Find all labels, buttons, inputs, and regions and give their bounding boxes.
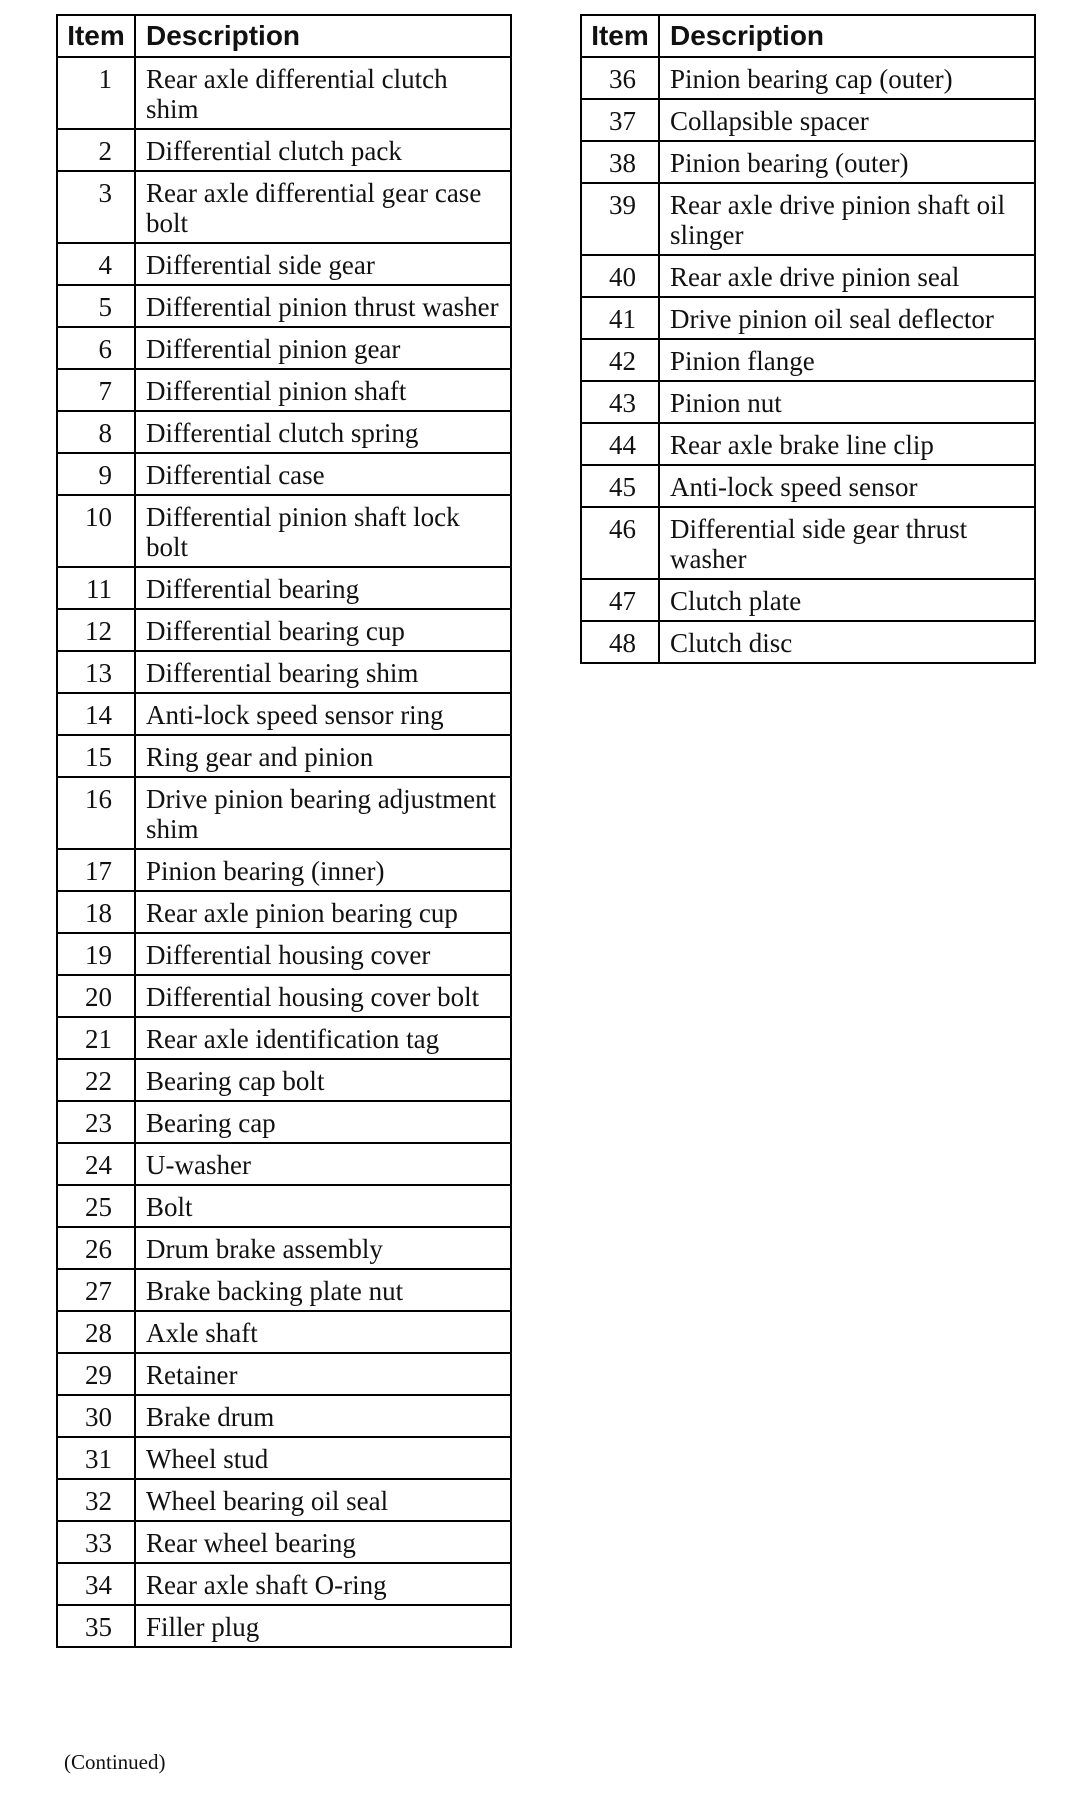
item-description: Bearing cap bolt [135, 1059, 511, 1101]
item-description: Retainer [135, 1353, 511, 1395]
table-row [581, 465, 1035, 507]
item-number: 1 [57, 57, 135, 129]
item-number: 33 [57, 1521, 135, 1563]
item-description: Differential housing cover bolt [135, 975, 511, 1017]
item-number: 10 [57, 495, 135, 567]
table-row [57, 1563, 511, 1605]
parts-table-left-body [57, 57, 511, 1647]
item-description: Pinion flange [659, 339, 1035, 381]
item-number: 9 [57, 453, 135, 495]
table-row [57, 171, 511, 243]
table-row [57, 1059, 511, 1101]
table-row [581, 255, 1035, 297]
item-number: 26 [57, 1227, 135, 1269]
description-column-header: Description [659, 15, 1035, 57]
table-row [581, 507, 1035, 579]
item-number: 16 [57, 777, 135, 849]
item-description: Rear axle drive pinion seal [659, 255, 1035, 297]
item-number: 30 [57, 1395, 135, 1437]
item-number: 5 [57, 285, 135, 327]
item-description: Rear axle pinion bearing cup [135, 891, 511, 933]
parts-table-right [580, 14, 1036, 664]
table-row [57, 777, 511, 849]
header-row [57, 15, 511, 57]
item-number: 3 [57, 171, 135, 243]
item-description: Differential pinion thrust washer [135, 285, 511, 327]
item-description: Rear axle differential clutch shim [135, 57, 511, 129]
item-number: 17 [57, 849, 135, 891]
item-column-header: Item [581, 15, 659, 57]
table-row [57, 735, 511, 777]
item-description: Differential pinion shaft [135, 369, 511, 411]
table-row [57, 1101, 511, 1143]
item-description: Differential clutch spring [135, 411, 511, 453]
item-description: Rear wheel bearing [135, 1521, 511, 1563]
item-description: Differential bearing shim [135, 651, 511, 693]
table-row [581, 423, 1035, 465]
table-row [581, 99, 1035, 141]
table-row [57, 1479, 511, 1521]
item-description: Brake drum [135, 1395, 511, 1437]
item-number: 32 [57, 1479, 135, 1521]
item-description: Bearing cap [135, 1101, 511, 1143]
item-description: Pinion nut [659, 381, 1035, 423]
table-row [57, 693, 511, 735]
continued-note: (Continued) [64, 1750, 166, 1774]
table-row [57, 1143, 511, 1185]
table-row [57, 1437, 511, 1479]
item-number: 43 [581, 381, 659, 423]
table-row [57, 369, 511, 411]
item-number: 40 [581, 255, 659, 297]
item-description: Brake backing plate nut [135, 1269, 511, 1311]
item-number: 8 [57, 411, 135, 453]
item-number: 24 [57, 1143, 135, 1185]
item-description: Differential case [135, 453, 511, 495]
table-row [581, 183, 1035, 255]
item-description: Drive pinion oil seal deflector [659, 297, 1035, 339]
table-row [57, 933, 511, 975]
table-row [57, 975, 511, 1017]
table-row [57, 567, 511, 609]
table-row [581, 141, 1035, 183]
table-row [581, 381, 1035, 423]
table-row [57, 453, 511, 495]
item-description: Ring gear and pinion [135, 735, 511, 777]
item-description: Rear axle identification tag [135, 1017, 511, 1059]
table-row [57, 609, 511, 651]
table-row [581, 579, 1035, 621]
table-row [57, 891, 511, 933]
item-description: Anti-lock speed sensor ring [135, 693, 511, 735]
item-description: Differential clutch pack [135, 129, 511, 171]
item-description: Differential pinion gear [135, 327, 511, 369]
item-description: Drum brake assembly [135, 1227, 511, 1269]
table-row [57, 1605, 511, 1647]
item-description: Differential bearing [135, 567, 511, 609]
item-number: 25 [57, 1185, 135, 1227]
item-description: Differential side gear [135, 243, 511, 285]
item-number: 12 [57, 609, 135, 651]
table-row [57, 411, 511, 453]
table-row [57, 651, 511, 693]
table-row [57, 285, 511, 327]
item-description: Differential pinion shaft lock bolt [135, 495, 511, 567]
item-column-header: Item [57, 15, 135, 57]
item-description: Clutch disc [659, 621, 1035, 663]
description-column-header: Description [135, 15, 511, 57]
table-row [57, 1353, 511, 1395]
item-number: 23 [57, 1101, 135, 1143]
item-description: Bolt [135, 1185, 511, 1227]
item-number: 19 [57, 933, 135, 975]
table-row [57, 1017, 511, 1059]
item-number: 45 [581, 465, 659, 507]
table-row [57, 1227, 511, 1269]
table-row [57, 495, 511, 567]
item-description: Filler plug [135, 1605, 511, 1647]
item-description: Pinion bearing cap (outer) [659, 57, 1035, 99]
item-number: 21 [57, 1017, 135, 1059]
item-number: 48 [581, 621, 659, 663]
table-row [581, 297, 1035, 339]
item-number: 37 [581, 99, 659, 141]
table-row [57, 129, 511, 171]
item-number: 15 [57, 735, 135, 777]
item-number: 22 [57, 1059, 135, 1101]
item-description: Differential housing cover [135, 933, 511, 975]
item-number: 36 [581, 57, 659, 99]
table-row [57, 243, 511, 285]
item-description: Drive pinion bearing adjustment shim [135, 777, 511, 849]
item-number: 28 [57, 1311, 135, 1353]
item-number: 38 [581, 141, 659, 183]
table-row [581, 57, 1035, 99]
item-description: Pinion bearing (outer) [659, 141, 1035, 183]
table-row [581, 339, 1035, 381]
item-number: 11 [57, 567, 135, 609]
item-description: Differential bearing cup [135, 609, 511, 651]
item-number: 31 [57, 1437, 135, 1479]
item-number: 18 [57, 891, 135, 933]
item-number: 47 [581, 579, 659, 621]
item-number: 34 [57, 1563, 135, 1605]
item-number: 46 [581, 507, 659, 579]
table-row [57, 1311, 511, 1353]
item-description: Axle shaft [135, 1311, 511, 1353]
table-row [57, 1395, 511, 1437]
table-row [57, 327, 511, 369]
item-description: Differential side gear thrust washer [659, 507, 1035, 579]
item-description: Pinion bearing (inner) [135, 849, 511, 891]
item-number: 29 [57, 1353, 135, 1395]
item-description: Rear axle differential gear case bolt [135, 171, 511, 243]
item-description: Collapsible spacer [659, 99, 1035, 141]
item-description: Wheel bearing oil seal [135, 1479, 511, 1521]
item-description: U-washer [135, 1143, 511, 1185]
item-number: 44 [581, 423, 659, 465]
item-number: 13 [57, 651, 135, 693]
table-row [57, 849, 511, 891]
parts-table-right-body [581, 57, 1035, 663]
item-description: Wheel stud [135, 1437, 511, 1479]
item-number: 2 [57, 129, 135, 171]
header-row [581, 15, 1035, 57]
item-number: 27 [57, 1269, 135, 1311]
item-description: Clutch plate [659, 579, 1035, 621]
item-number: 20 [57, 975, 135, 1017]
table-row [57, 1269, 511, 1311]
table-row [57, 1185, 511, 1227]
table-row [57, 1521, 511, 1563]
item-number: 41 [581, 297, 659, 339]
item-description: Rear axle drive pinion shaft oil slinger [659, 183, 1035, 255]
item-number: 4 [57, 243, 135, 285]
table-row [57, 57, 511, 129]
item-number: 42 [581, 339, 659, 381]
item-description: Rear axle brake line clip [659, 423, 1035, 465]
item-number: 6 [57, 327, 135, 369]
item-description: Anti-lock speed sensor [659, 465, 1035, 507]
item-number: 39 [581, 183, 659, 255]
item-description: Rear axle shaft O-ring [135, 1563, 511, 1605]
table-row [581, 621, 1035, 663]
item-number: 7 [57, 369, 135, 411]
parts-table-left [56, 14, 512, 1648]
item-number: 35 [57, 1605, 135, 1647]
item-number: 14 [57, 693, 135, 735]
